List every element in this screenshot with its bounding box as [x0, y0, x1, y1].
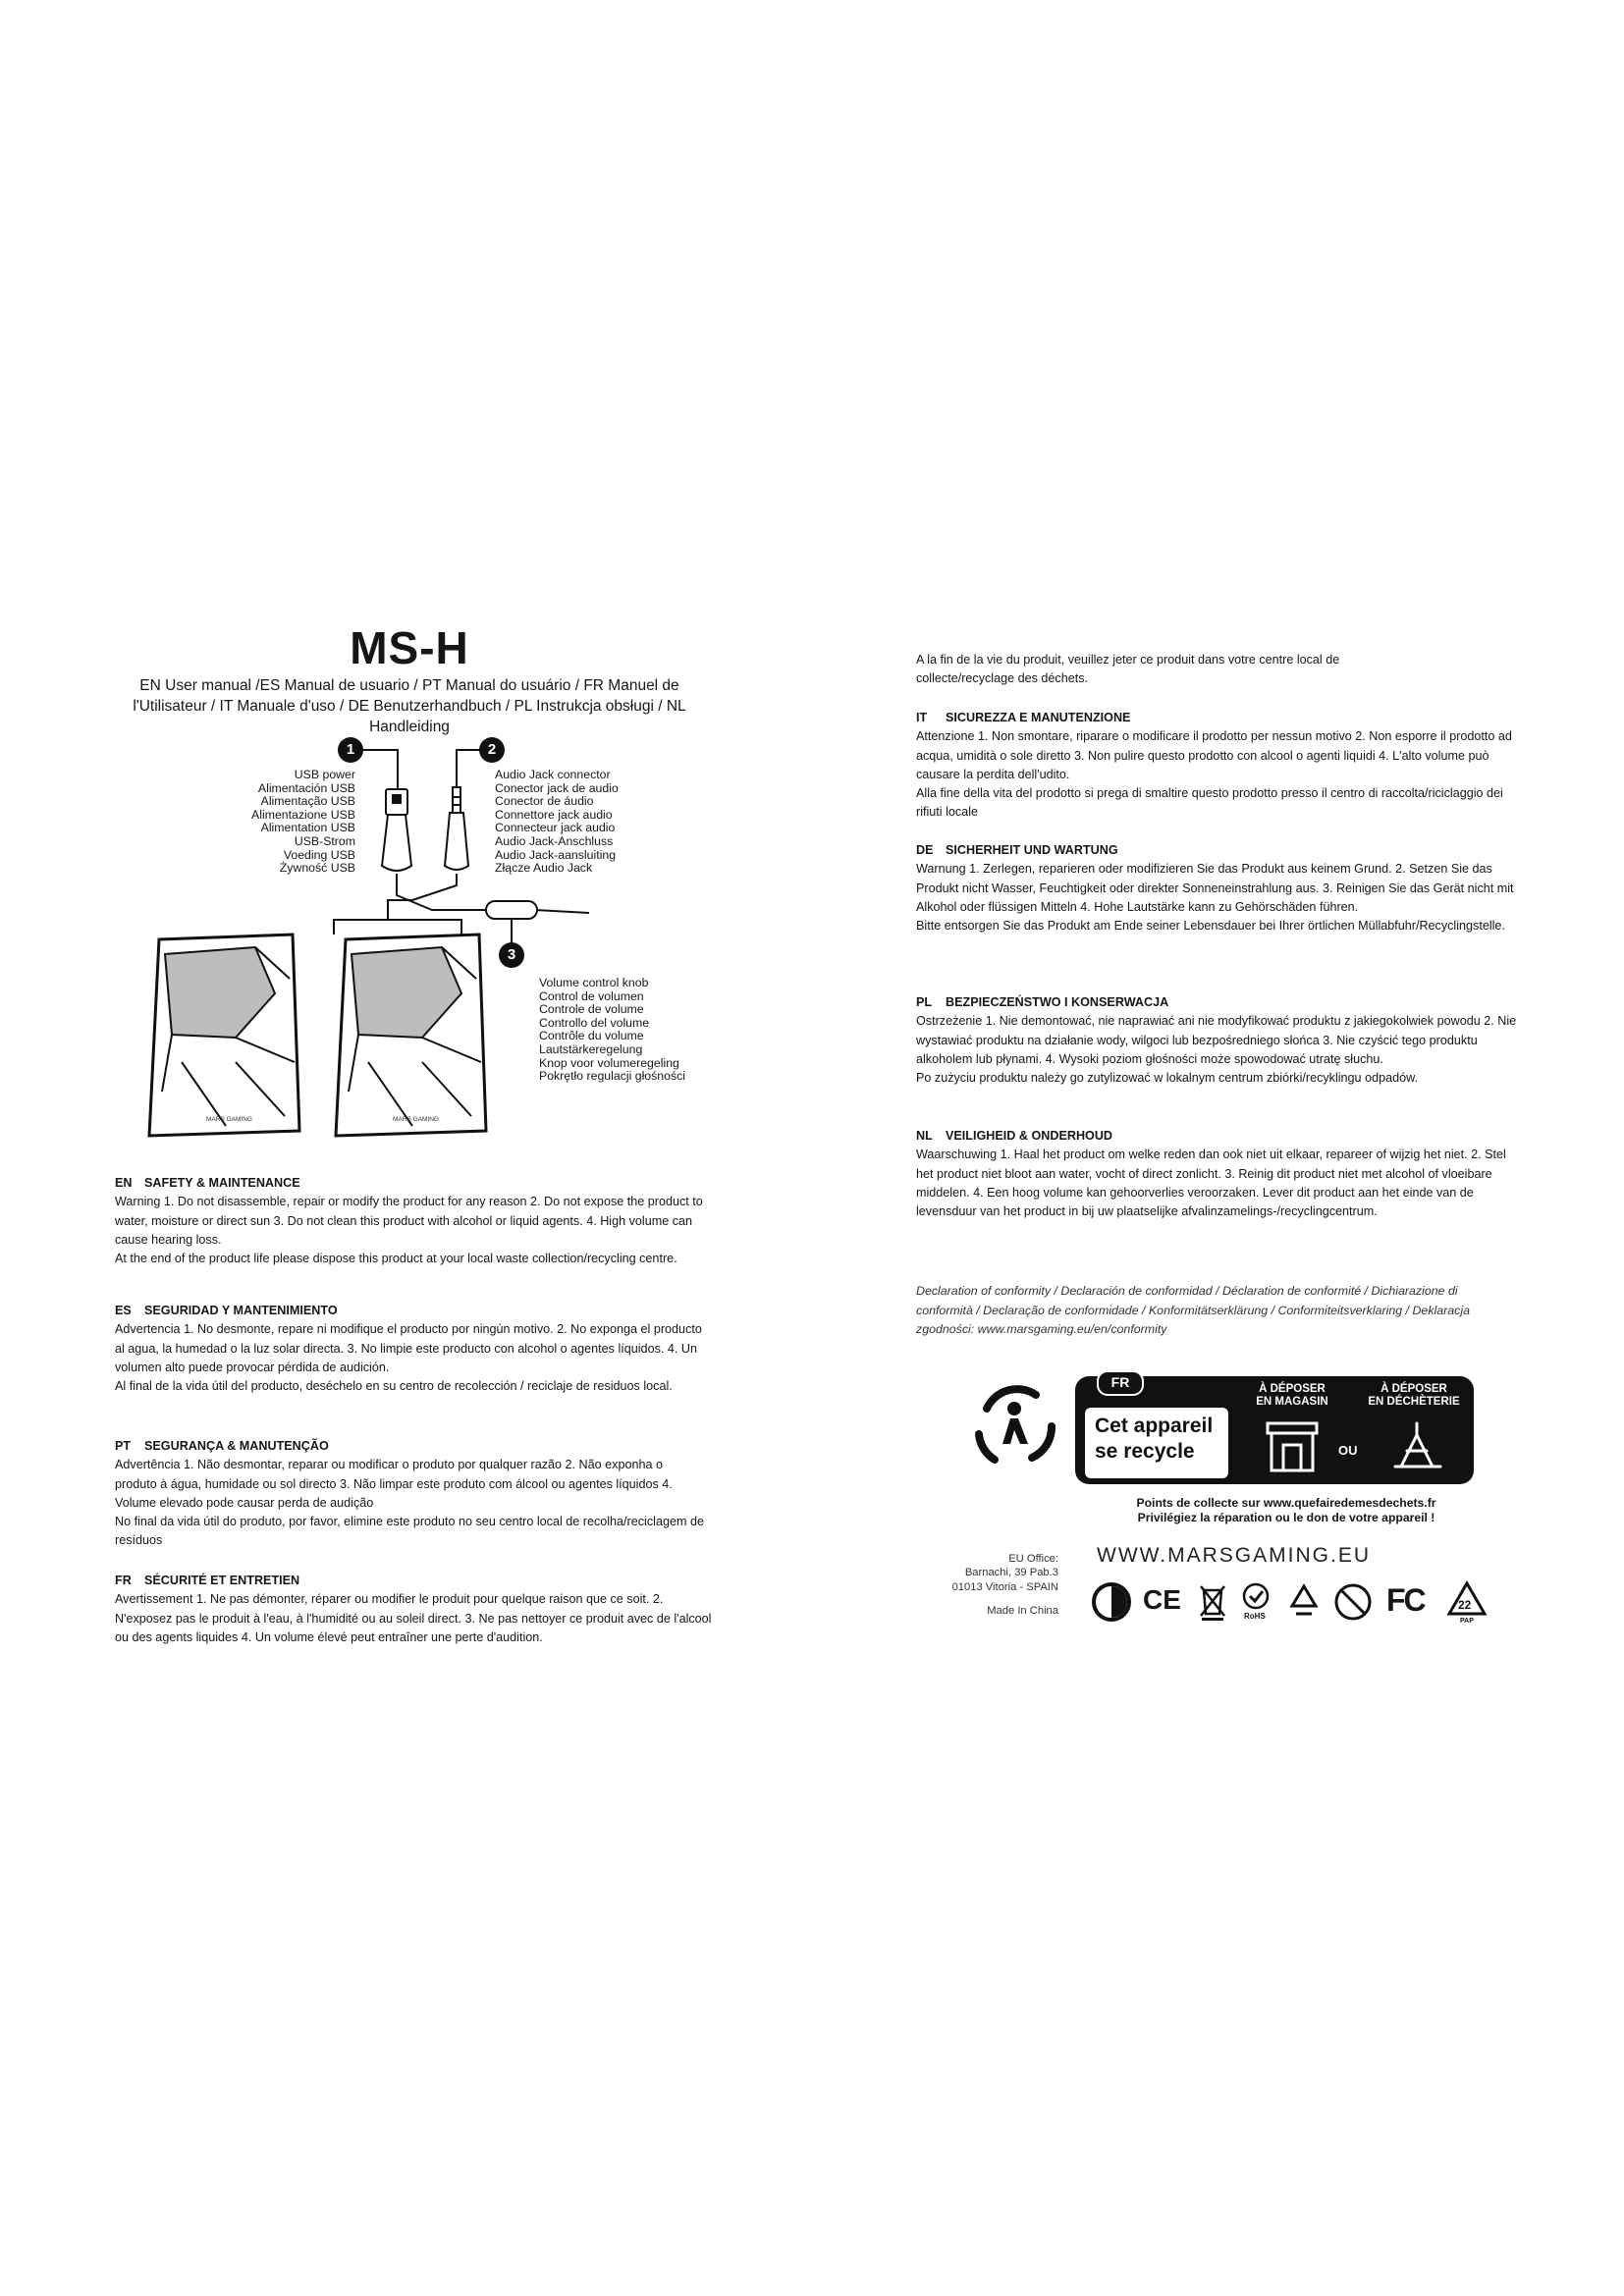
eu-office-address: EU Office: Barnachi, 39 Pab.3 01013 Vitoria - SPAIN Made In China [951, 1553, 1058, 1618]
section-es: ES SEGURIDAD Y MANTENIMIENTO Advertencia 1. No desmonte, repare ni modifique el producto por ningún motivo. 2. No exponga el producto al agua, la humedad o la luz solar directa. 3. No limpie este producto con alcohol o agentes líquidos. 4. Un volumen alto puede provocar pérdida de audición. Al final de la vida útil del producto, deséchelo en su centro de recolección / reciclaje de residuos local. [115, 1304, 702, 1394]
recycle-icon [1284, 1582, 1324, 1622]
section-fr: FR SÉCURITÉ ET ENTRETIEN Avertissement 1. Ne pas démonter, réparer ou modifier le produit pour quelque raison que ce soit. 2. N'exposez pas le produit à l'eau, à l'humidité ou au soleil direct. 3. Ne pas nettoyer ce produit avec de l'alcool ou des agents liquides 4. Un volume élevé peut entraîner une perte d'audition. [115, 1574, 712, 1644]
rohs-label: RoHS [1244, 1612, 1266, 1621]
ce-icon: CE [1143, 1584, 1181, 1615]
dump-icon [1387, 1415, 1448, 1476]
pap-label: PAP [1460, 1618, 1474, 1624]
section-nl: NL VEILIGHEID & ONDERHOUD Waarschuwing 1. Haal het product om welke reden dan ook niet uit elkaar, repareer of wijzig het niet. 2. Stel het product niet bloot aan water, vocht of direct zonlicht. 3. Reinig dit product niet met alcohol of vloeibare middelen. 4. Een hoog volume kan gehoorverlies veroorzaken. Lever dit product aan het einde van de levensduur van het product in bij uw plaatselijke afvalinzamelings-/recyclingcentrum. [916, 1129, 1506, 1219]
manual-languages: EN User manual /ES Manual de usuario / PT Manual do usuário / FR Manuel de l'Utilisateur / IT Manuale d'uso / DE Benutzerhandbuch / PL Instrukcja obsługi / NL Handleiding [133, 677, 686, 735]
fr-continuation: A la fin de la vie du produit, veuillez jeter ce produit dans votre centre local de collecte/recyclage des déchets. [916, 653, 1340, 686]
section-de: DE SICHERHEIT UND WARTUNG Warnung 1. Zerlegen, reparieren oder modifizieren Sie das Produkt aus keinem Grund. 2. Setzen Sie das Produkt nicht Wasser, Feuchtigkeit oder direkter Sonneneinstrahlung aus. 3. Reinigen Sie das Gerät nicht mit Alkohol oder flüssigen Mitteln 4. Hohe Lautstärke kann zu Gehörschäden führen. Bitte entsorgen Sie das Produkt am Ende seiner Lebensdauer bei Ihrer örtlichen Müllabfuhr/Recyclingstelle. [916, 843, 1514, 934]
page-title: MS-H [350, 622, 469, 673]
deposit-dump-label: À DÉPOSER EN DÉCHÈTERIE [1368, 1383, 1460, 1408]
speaker-left-brand: MARS GAMING [206, 1116, 252, 1123]
badge-3: 3 [499, 942, 524, 968]
cert-marks-row [1092, 1580, 1504, 1624]
volume-knob-labels: Volume control knob Control de volumen Controle de volume Controllo del volume Contrôle du volume Lautstärkeregelung Knop voor volumeregeling Pokrętło regulacji głośności [539, 976, 686, 1084]
no-dump-icon [1333, 1582, 1373, 1622]
usb-power-labels: USB power Alimentación USB Alimentação USB Alimentazione USB Alimentation USB USB-Strom Voeding USB Żywność USB [251, 768, 355, 876]
badge-2: 2 [479, 737, 505, 763]
shop-icon [1262, 1415, 1323, 1476]
section-it: IT SICUREZZA E MANUTENZIONE Attenzione 1. Non smontare, riparare o modificare il prodotto per nessun motivo 2. Non esporre il prodotto ad acqua, umidità o sole diretto 3. Non pulire questo prodotto con alcool o agenti liquidi 4. L'alto volume può causare la perdita dell'udito. Alla fine della vita del prodotto si prega di smaltire questo prodotto presso il centro di raccolta/riciclaggio dei rifiuti locale [916, 711, 1512, 820]
fr-tag: FR [1097, 1370, 1144, 1396]
fc-icon: FC [1386, 1582, 1425, 1618]
pap-icon [1445, 1580, 1489, 1624]
badge-1: 1 [338, 737, 363, 763]
weee-icon [1198, 1582, 1227, 1622]
recycling-panel [1075, 1376, 1474, 1484]
section-pt: PT SEGURANÇA & MANUTENÇÃO Advertência 1. Não desmontar, reparar ou modificar o produto por qualquer razão 2. Não exponha o produto à água, humidade ou sol directo 3. Não limpar este produto com álcool ou agentes líquidos 4. Volume elevado pode causar perda de audição No final da vida útil do produto, por favor, elimine este produto no seu centro local de recolha/reciclagem de resíduos [115, 1439, 704, 1548]
ou-label: OU [1338, 1443, 1358, 1458]
rohs-icon [1239, 1582, 1272, 1622]
deposit-shop-label: À DÉPOSER EN MAGASIN [1256, 1383, 1328, 1408]
green-dot-icon [1092, 1582, 1131, 1622]
recycle-main-text: Cet appareil se recycle [1085, 1408, 1228, 1478]
triman-icon [967, 1379, 1061, 1473]
speaker-right-brand: MARS GAMING [393, 1116, 439, 1123]
collection-points: Points de collecte sur www.quefairedemesdechets.fr Privilégiez la réparation ou le don de votre appareil ! [1136, 1496, 1436, 1524]
pap-number: 22 [1458, 1598, 1472, 1612]
section-pl: PL BEZPIECZEŃSTWO I KONSERWACJA Ostrzeżenie 1. Nie demontować, nie naprawiać ani nie modyfikować produktu z jakiegokolwiek powodu 2. Nie wystawiać produktu na działanie wody, wilgoci lub bezpośredniego słońca 3. Nie czyścić tego produktu alkoholem lub płynami. 4. Wysoki poziom głośności może spowodować utratę słuchu. Po zużyciu produktu należy go zutylizować w lokalnym centrum zbiórki/recyklingu odpadów. [916, 995, 1517, 1086]
audio-jack-labels: Audio Jack connector Conector jack de audio Conector de áudio Connettore jack audio Connecteur jack audio Audio Jack-Anschluss Audio Jack-aansluiting Złącze Audio Jack [495, 768, 619, 876]
declaration-of-conformity: Declaration of conformity / Declaración de conformidad / Déclaration de conformité / Dichiarazione di conformità / Declaração de conformidade / Konformitätserklärung / Conformiteitsverklaring / Deklaracja zgodności: www.marsgaming.eu/en/conformity [916, 1284, 1471, 1336]
section-en: EN SAFETY & MAINTENANCE Warning 1. Do not disassemble, repair or modify the product for any reason 2. Do not expose the product to water, moisture or direct sun 3. Do not clean this product with alcohol or liquid agents. 4. High volume can cause hearing loss. At the end of the product life please dispose this product at your local waste collection/recycling centre. [115, 1176, 703, 1266]
website-url: WWW.MARSGAMING.EU [1097, 1544, 1371, 1567]
